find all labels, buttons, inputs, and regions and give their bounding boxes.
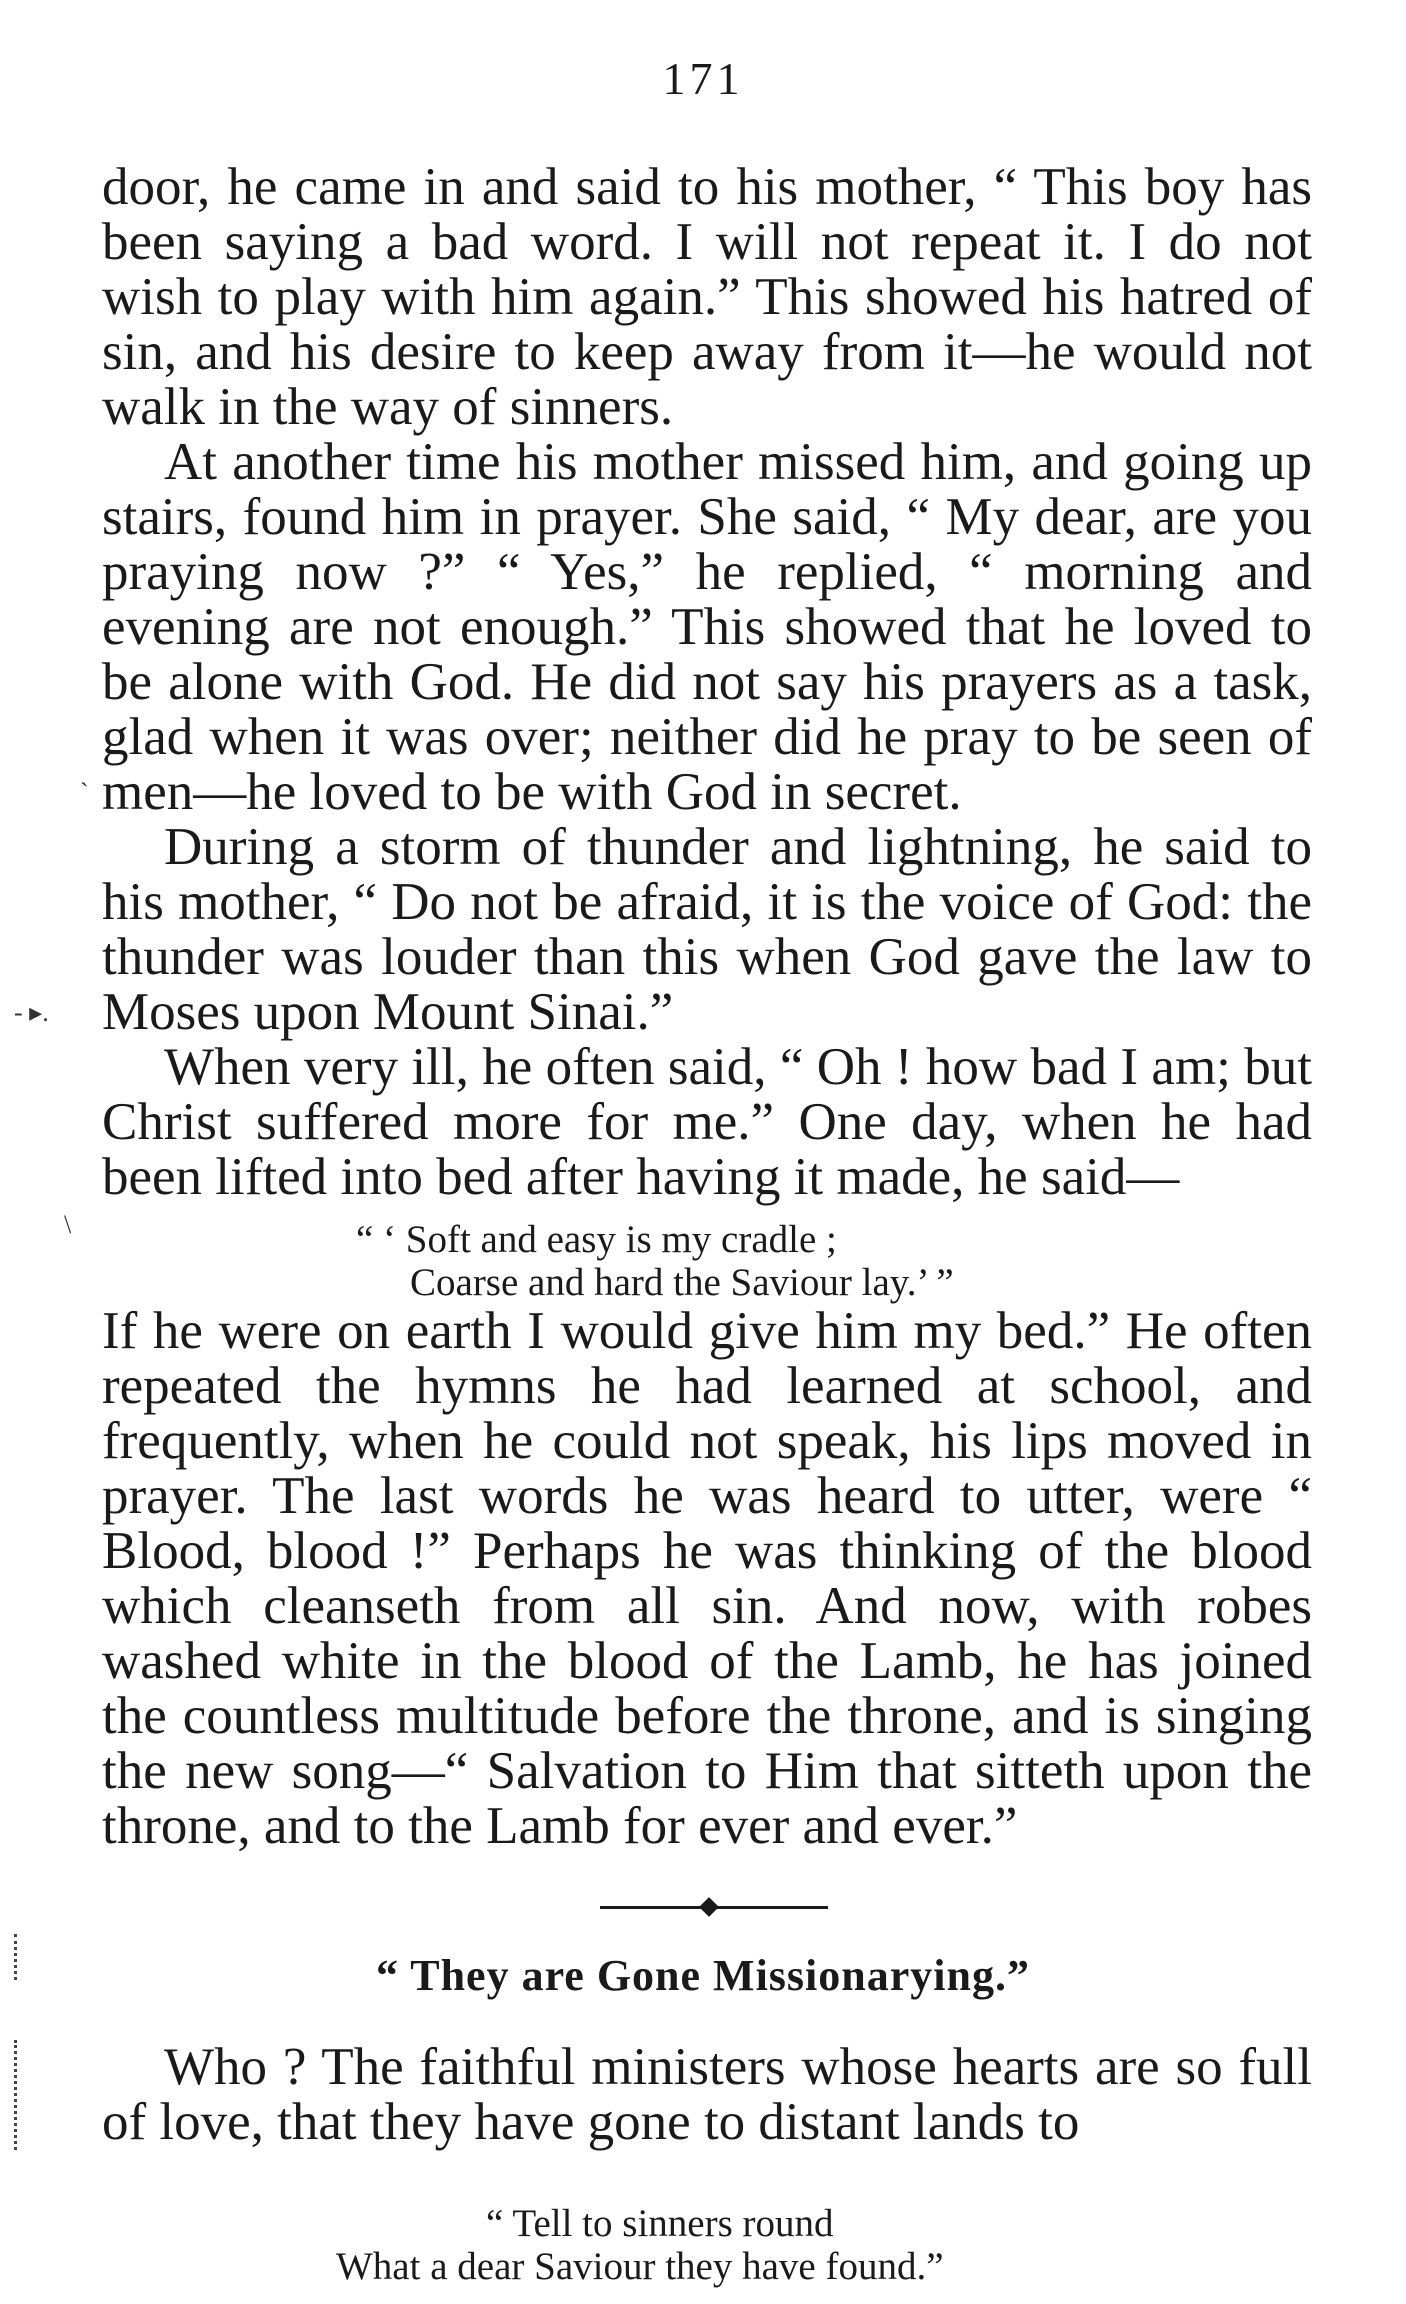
paragraph-missionaries: Who ? The faithful ministers whose hearts are so full of love, that they have gone to distant lands to (102, 2038, 1312, 2151)
margin-tick-mark: ˋ (80, 778, 89, 807)
paragraph-door: door, he came in and said to his mother, “ This boy has been saying a bad word. I will not repeat it. I do not wish to play with him again.” This showed his hatred of sin, and his desire to keep away from it—he would not walk in the way of sinners. (102, 158, 1312, 436)
margin-dotted-rule (14, 1934, 17, 1980)
verse-saviour-line-1: “ Tell to sinners round (486, 2202, 834, 2245)
paragraph-prayer: At another time his mother missed him, and going up stairs, found him in prayer. She said, “ My dear, are you praying now ?” “ Yes,” he replied, “ morning and evening are not enough.” This showed that he loved to be alone with God. He did not say his prayers as a task, glad when it was over; neither did he pray to be seen of men—he loved to be with God in secret. (102, 433, 1312, 821)
section-heading: “ They are Gone Missionarying.” (376, 1951, 1030, 2000)
page-number: 171 (662, 53, 744, 104)
body-text-top (102, 160, 1312, 1205)
body-text-section (102, 2040, 1312, 2150)
paragraph-ill: When very ill, he often said, “ Oh ! how bad I am; but Christ suffered more for me.” One day, when he had been lifted into bed after having it made, he said— (102, 1038, 1312, 1206)
verse-saviour (336, 2202, 944, 2288)
body-text-middle (102, 1304, 1312, 1854)
paragraph-bed: If he were on earth I would give him my bed.” He often repeated the hymns he had learned at school, and frequently, when he could not speak, his lips moved in prayer. The last words he was heard to utter, were “ Blood, blood !” Perhaps he was thinking of the blood which cleanseth from all sin. And now, with robes washed white in the blood of the Lamb, he has joined the countless multitude before the throne, and is singing the new song—“ Salvation to Him that sitteth upon the throne, and to the Lamb for ever and ever.” (102, 1302, 1312, 1855)
margin-dotted-rule (14, 2040, 17, 2150)
verse-cradle (356, 1218, 954, 1304)
margin-slash-mark: \ (64, 1210, 72, 1239)
section-divider-diamond (699, 1897, 719, 1917)
paragraph-thunder: During a storm of thunder and lightning, he said to his mother, “ Do not be afraid, it is the voice of God: the thunder was louder than this when God gave the law to Moses upon Mount Sinai.” (102, 818, 1312, 1041)
verse-cradle-line-2: Coarse and hard the Saviour lay.’ ” (410, 1261, 954, 1304)
verse-cradle-line-1: “ ‘ Soft and easy is my cradle ; (356, 1218, 837, 1261)
margin-arrow-mark: - ▸. (14, 998, 49, 1027)
verse-saviour-line-2: What a dear Saviour they have found.” (336, 2245, 944, 2288)
